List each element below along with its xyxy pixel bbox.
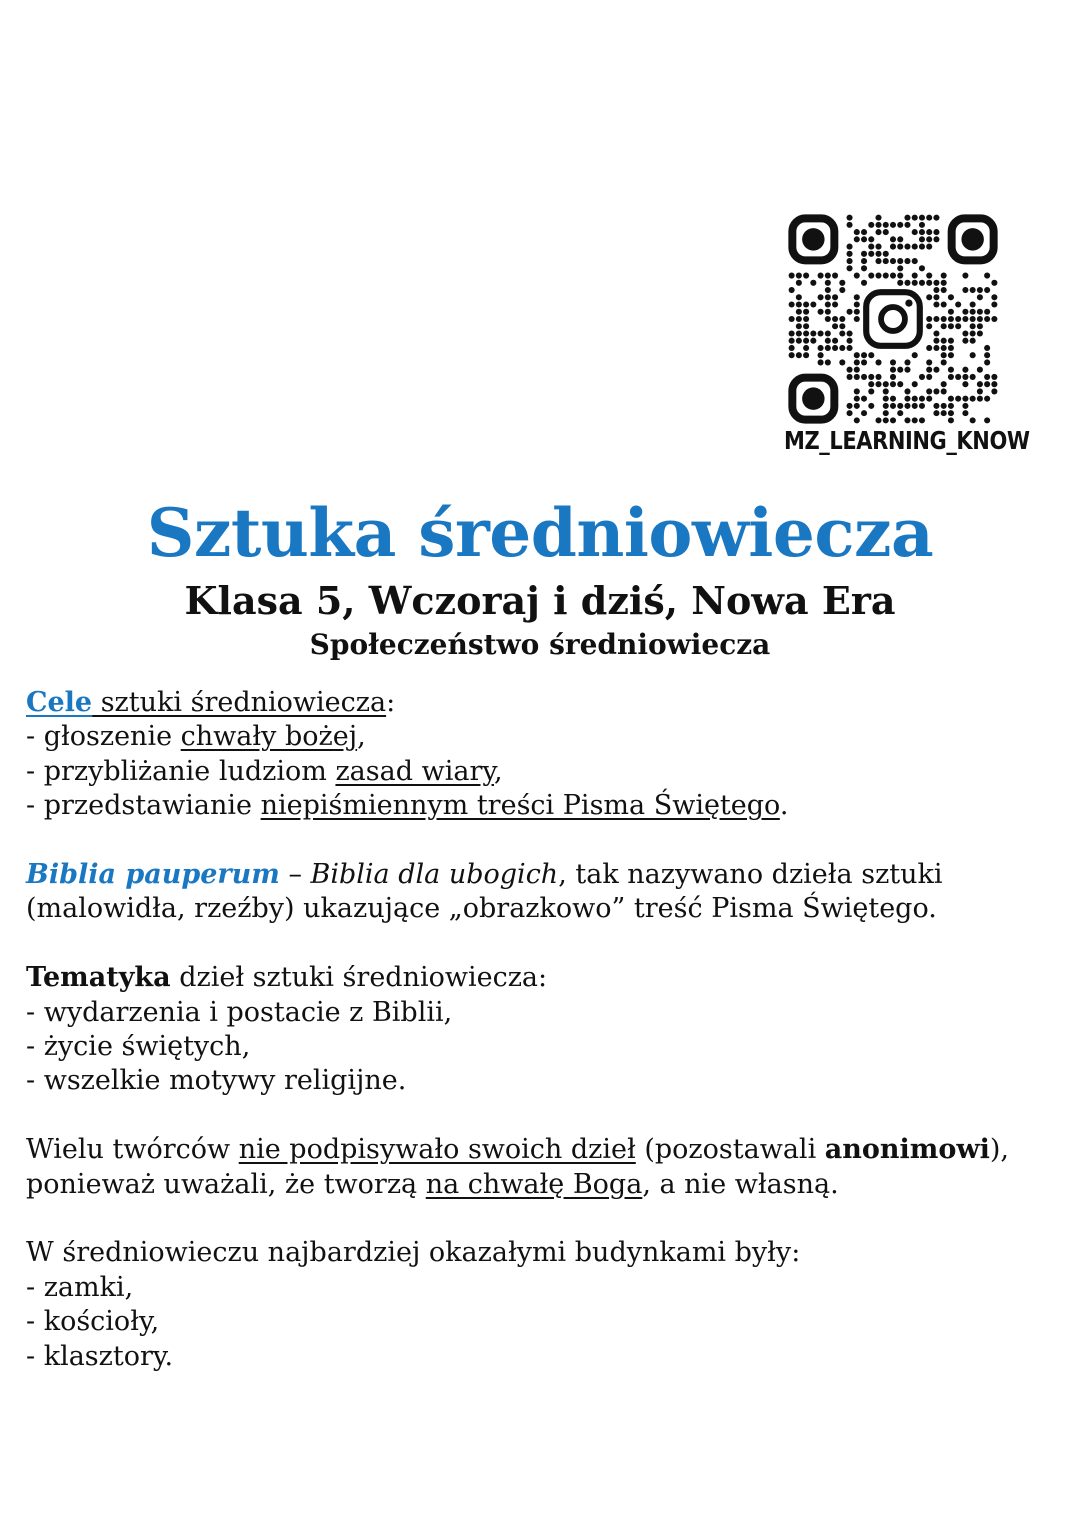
item-key: zasad wiary (335, 755, 495, 787)
list-item: - zamki, (26, 1271, 134, 1303)
biblia-rest: , tak nazywano dzieła sztuki (558, 859, 943, 891)
text: (pozostawali (635, 1134, 825, 1166)
instagram-qr-block (784, 214, 1030, 455)
list-item (26, 789, 1066, 823)
text: ), (989, 1134, 1010, 1166)
goals-colon: : (386, 687, 396, 718)
page-title: Sztuka średniowiecza (146, 494, 934, 572)
buildings-heading: W średniowieczu najbardziej okazałymi budynkami były: (26, 1237, 801, 1269)
item-text: - głoszenie (26, 721, 181, 753)
notes-body (26, 686, 1066, 1374)
biblia-line-1 (26, 858, 1066, 892)
list-item (26, 720, 1066, 754)
instagram-handle: MZ_LEARNING_KNOW (784, 426, 1030, 455)
bold-text: anonimowi (824, 1134, 990, 1166)
themes-label: Tematyka (26, 962, 171, 994)
item-text: - przedstawianie (26, 790, 261, 822)
biblia-dash: – (279, 859, 311, 891)
list-item: - wszelkie motywy religijne. (26, 1065, 407, 1097)
text: , a nie własną. (642, 1168, 839, 1200)
biblia-line-2: (malowidła, rzeźby) ukazujące „obrazkowo” treść Pisma Świętego. (26, 893, 937, 925)
biblia-term: Biblia pauperum (26, 859, 280, 891)
item-suffix: , (357, 721, 366, 753)
list-item: - życie świętych, (26, 1031, 251, 1063)
text: ponieważ uważali, że tworzą (26, 1168, 426, 1200)
text: Wielu twórców (26, 1134, 239, 1166)
underlined-text: nie podpisywało swoich dzieł (238, 1134, 636, 1166)
item-suffix: , (494, 755, 503, 787)
section-title: Społeczeństwo średniowiecza (309, 628, 771, 661)
item-key: chwały bożej (180, 721, 358, 753)
item-suffix: . (779, 790, 789, 822)
instagram-qr-code-icon[interactable] (788, 214, 998, 424)
goals-heading (26, 686, 1066, 720)
anonymity-line-1 (26, 1133, 1066, 1167)
list-item: - kościoły, (26, 1306, 160, 1338)
page-subtitle: Klasa 5, Wczoraj i dziś, Nowa Era (184, 578, 896, 623)
anonymity-line-2 (26, 1168, 1066, 1202)
list-item: - wydarzenia i postacie z Biblii, (26, 996, 453, 1028)
item-key: niepiśmiennym treści Pisma Świętego (260, 790, 780, 822)
goals-label: Cele (26, 687, 93, 718)
biblia-translation: Biblia dla ubogich (310, 859, 559, 891)
themes-heading (26, 961, 1066, 995)
item-text: - przybliżanie ludziom (26, 755, 336, 787)
underlined-text: na chwałę Boga (425, 1168, 643, 1200)
themes-intro: dzieł sztuki średniowiecza: (170, 962, 548, 994)
list-item (26, 755, 1066, 789)
list-item: - klasztory. (26, 1340, 174, 1372)
goals-intro: sztuki średniowiecza (92, 687, 387, 718)
